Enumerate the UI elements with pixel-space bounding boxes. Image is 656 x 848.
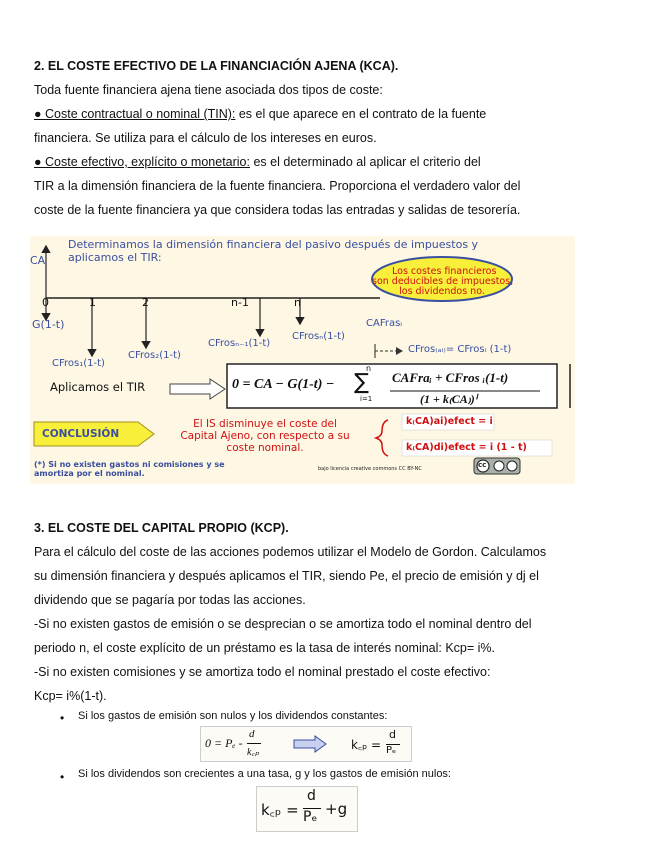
cfros-equation: CFros₍ₐᵢ₎= CFrosᵢ (1-t) — [408, 344, 512, 355]
tick-label-0: 0 — [42, 296, 49, 309]
f2-g: +g — [325, 800, 348, 818]
conclusion-line-2: Capital Ajeno, con respecto a su — [180, 430, 350, 442]
term: ● Coste contractual o nominal (TIN): — [34, 107, 236, 121]
oval-line-2: son deducibles de impuestos, — [372, 276, 514, 287]
bullet-dot: • — [60, 770, 65, 784]
tick-label-n: n — [294, 296, 301, 309]
ca-label: CA — [30, 254, 46, 267]
f2-d: d — [307, 788, 316, 804]
formula-numerator: CAFraᵢ + CFros ᵢ(1-t) — [392, 370, 509, 385]
nc-circle — [507, 461, 517, 471]
paragraph: -Si no existen comisiones y se amortiza todo el nominal prestado el coste efectivo: — [34, 665, 491, 679]
f1-left: 0 = Pₑ - — [205, 736, 243, 750]
f1-right-d: d — [389, 728, 396, 741]
oval-line-3: los dividendos no. — [399, 286, 485, 297]
conclusion-line-1: El IS disminuye el coste del — [193, 418, 337, 430]
note-line-1: (*) Si no existen gastos ni comisiones y se — [34, 460, 225, 469]
paragraph: Kcp= i%(1-t). — [34, 689, 107, 703]
term: ● Coste efectivo, explícito o monetario: — [34, 155, 250, 169]
formula-lhs: 0 = CA − G(1-t) − — [232, 377, 335, 392]
f2-k: k꜀ₚ = — [261, 801, 299, 819]
g-label: G(1-t) — [32, 318, 65, 331]
tick-label-n1: n-1 — [231, 296, 249, 309]
sum-top: n — [366, 364, 372, 373]
text: es el determinado al aplicar el criterio del — [250, 155, 481, 169]
k-ai-formula: k₍CA)ai)efect = i — [406, 416, 493, 427]
brace — [376, 420, 388, 456]
cf1-label: CFros₁(1-t) — [52, 358, 105, 369]
paragraph: TIR a la dimensión financiera de la fuente financiera. Proporciona el verdadero valor del — [34, 179, 521, 193]
gordon-formula-growth — [256, 786, 358, 832]
apply-arrow — [170, 379, 225, 399]
bullet-gordon-constant: Si los gastos de emisión son nulos y los dividendos constantes: — [78, 710, 388, 722]
sum-bottom: i=1 — [360, 395, 373, 403]
license-text: bajo licencia creative commons CC BY-NC — [318, 466, 422, 472]
paragraph: su dimensión financiera y después aplicamos el TIR, siendo Pe, el precio de emisión y dj el — [34, 569, 539, 583]
oval-line-1: Los costes financieros — [392, 266, 497, 277]
implies-arrow-icon — [293, 735, 327, 753]
cc-text: cc — [478, 461, 487, 469]
slide-heading-1: Determinamos la dimensión financiera del pasivo después de impuestos y — [68, 238, 479, 251]
paragraph: financiera. Se utiliza para el cálculo de los intereses en euros. — [34, 131, 377, 145]
note-line-2: amortiza por el nominal. — [34, 469, 145, 478]
k-di-formula: k₍CA)di)efect = i (1 - t) — [406, 442, 527, 453]
tick-label-2: 2 — [142, 296, 149, 309]
cfn-label: CFrosₙ(1-t) — [292, 331, 345, 342]
paragraph: -Si no existen gastos de emisión o se desprecian o se amortiza todo el nominal dentro del — [34, 617, 532, 631]
slide-heading-2: aplicamos el TIR: — [68, 251, 162, 264]
sum-symbol: ∑ — [354, 370, 369, 395]
f1-k: k꜀ₚ — [247, 747, 260, 758]
cafras-label: CAFrasᵢ — [366, 318, 403, 329]
f1-d: d — [249, 728, 255, 740]
bullet-gordon-growth: Si los dividendos son crecientes a una tasa, g y los gastos de emisión nulos: — [78, 768, 451, 780]
conclusion-label: CONCLUSIÓN — [42, 428, 120, 440]
bullet-dot: • — [60, 711, 65, 725]
cf2-label: CFros₂(1-t) — [128, 350, 181, 361]
conclusion-line-3: coste nominal. — [226, 442, 304, 454]
paragraph: periodo n, el coste explícito de un préstamo es la tasa de interés nominal: Kcp= i%. — [34, 641, 496, 655]
section3-title: 3. EL COSTE DEL CAPITAL PROPIO (KCP). — [34, 521, 289, 535]
formula-denominator: (1 + k₍CA₎)ⁱ — [420, 392, 477, 406]
f2-p: Pₑ — [303, 809, 318, 825]
gordon-formula-constant — [200, 726, 412, 762]
financial-dimension-slide — [30, 236, 575, 484]
paragraph: Para el cálculo del coste de las acciones podemos utilizar el Modelo de Gordon. Calculamos — [34, 545, 547, 559]
section2-title: 2. EL COSTE EFECTIVO DE LA FINANCIACIÓN AJENA (KCA). — [34, 59, 399, 73]
text: es el que aparece en el contrato de la fuente — [235, 107, 487, 121]
paragraph: coste de la fuente financiera ya que considera todas las entradas y salidas de tesorería. — [34, 203, 521, 217]
paragraph: dividendo que se pagaría por todas las acciones. — [34, 593, 306, 607]
f1-right-p: Pₑ — [386, 745, 397, 756]
tick-label-1: 1 — [89, 296, 96, 309]
cfn1-label: CFrosₙ₋₁(1-t) — [208, 338, 271, 349]
paragraph: Toda fuente financiera ajena tiene asociada dos tipos de coste: — [34, 83, 383, 97]
f1-right-k: k꜀ₚ = — [351, 738, 382, 752]
bullet-contractual — [34, 102, 624, 126]
bullet-efectivo — [34, 150, 624, 174]
by-circle — [494, 461, 504, 471]
apply-tir-label: Aplicamos el TIR — [50, 380, 146, 394]
